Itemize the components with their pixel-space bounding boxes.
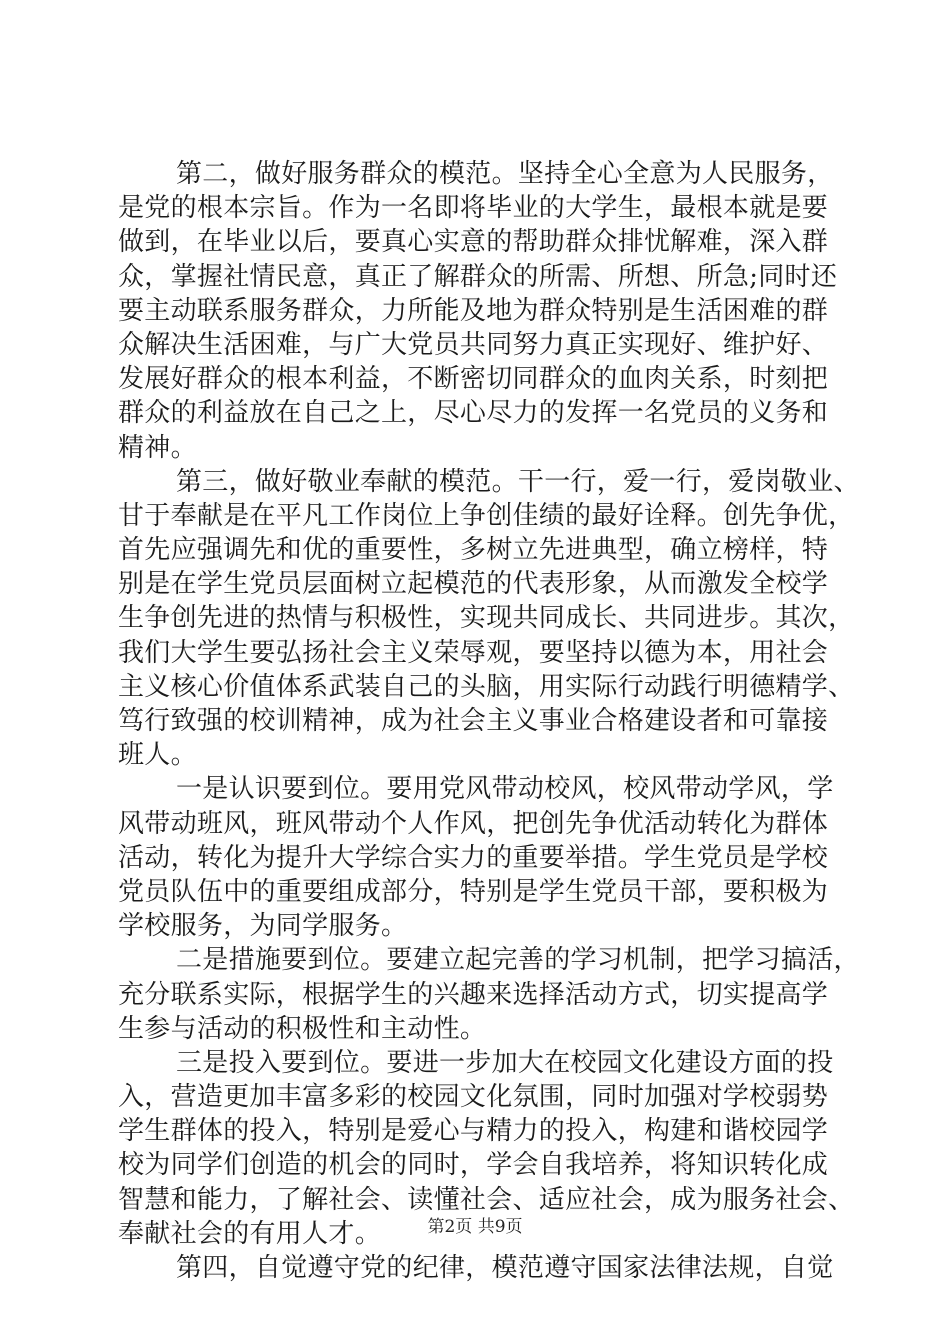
paragraph-line: 做到，在毕业以后，要真心实意的帮助群众排忧解难，深入群 (118, 227, 829, 258)
paragraph-first-line: 三是投入要到位。要进一步加大在校园文化建设方面的投 (176, 1047, 834, 1078)
paragraph-line: 党员队伍中的重要组成部分，特别是学生党员干部，要积极为 (118, 876, 829, 907)
paragraph-first-line: 第二，做好服务群众的模范。坚持全心全意为人民服务， (176, 159, 834, 189)
paragraph-line: 学校服务，为同学服务。 (118, 911, 408, 942)
paragraph-line: 学生群体的投入，特别是爱心与精力的投入，构建和谐校园学 (118, 1116, 829, 1147)
paragraph-line: 甘于奉献是在平凡工作岗位上争创佳绩的最好诠释。创先争优， (118, 500, 855, 531)
paragraph-first-line: 一是认识要到位。要用党风带动校风，校风带动学风，学 (176, 774, 834, 805)
paragraph-line: 入，营造更加丰富多彩的校园文化氛围，同时加强对学校弱势 (118, 1082, 829, 1113)
paragraph-line: 风带动班风，班风带动个人作风，把创先争优活动转化为群体 (118, 808, 829, 839)
paragraph-line: 发展好群众的根本利益，不断密切同群众的血肉关系，时刻把 (118, 364, 829, 395)
paragraph-line: 智慧和能力，了解社会、读懂社会、适应社会，成为服务社会、 (118, 1184, 855, 1215)
paragraph-line: 奉献社会的有用人才。 (118, 1218, 382, 1249)
paragraph-first-line: 二是措施要到位。要建立起完善的学习机制，把学习搞活， (176, 945, 860, 976)
page-footer: 第2页 共9页 (427, 1217, 523, 1237)
paragraph-line: 校为同学们创造的机会的同时，学会自我培养，将知识转化成 (118, 1150, 829, 1181)
paragraph-line: 精神。 (118, 432, 197, 463)
paragraph-line: 生参与活动的积极性和主动性。 (118, 1013, 487, 1044)
paragraph-line: 主义核心价值体系武装自己的头脑，用实际行动践行明德精学、 (118, 671, 855, 702)
paragraph-line: 是党的根本宗旨。作为一名即将毕业的大学生，最根本就是要 (118, 193, 829, 224)
document-body (118, 157, 860, 1285)
paragraph-first-line: 第三，做好敬业奉献的模范。干一行，爱一行，爱岗敬业、 (176, 466, 860, 497)
paragraph-line: 众解决生活困难，与广大党员共同努力真正实现好、维护好、 (118, 329, 829, 360)
paragraph-line: 活动，转化为提升大学综合实力的重要举措。学生党员是学校 (118, 842, 829, 873)
paragraph-first-line: 第四，自觉遵守党的纪律，模范遵守国家法律法规，自觉 (176, 1253, 834, 1283)
paragraph-line: 班人。 (118, 740, 197, 771)
paragraph-line: 笃行致强的校训精神，成为社会主义事业合格建设者和可靠接 (118, 706, 829, 736)
paragraph-line: 群众的利益放在自己之上，尽心尽力的发挥一名党员的义务和 (118, 398, 829, 429)
paragraph-line: 生争创先进的热情与积极性，实现共同成长、共同进步。其次， (118, 603, 855, 634)
paragraph-line: 要主动联系服务群众，力所能及地为群众特别是生活困难的群 (118, 295, 829, 326)
paragraph-line: 首先应强调先和优的重要性，多树立先进典型，确立榜样，特 (118, 535, 829, 566)
paragraph-line: 众，掌握社情民意，真正了解群众的所需、所想、所急;同时还 (118, 261, 838, 292)
paragraph-line: 我们大学生要弘扬社会主义荣辱观，要坚持以德为本，用社会 (118, 637, 829, 668)
paragraph-line: 充分联系实际，根据学生的兴趣来选择活动方式，切实提高学 (118, 979, 829, 1010)
paragraph-line: 别是在学生党员层面树立起模范的代表形象，从而激发全校学 (118, 569, 829, 600)
